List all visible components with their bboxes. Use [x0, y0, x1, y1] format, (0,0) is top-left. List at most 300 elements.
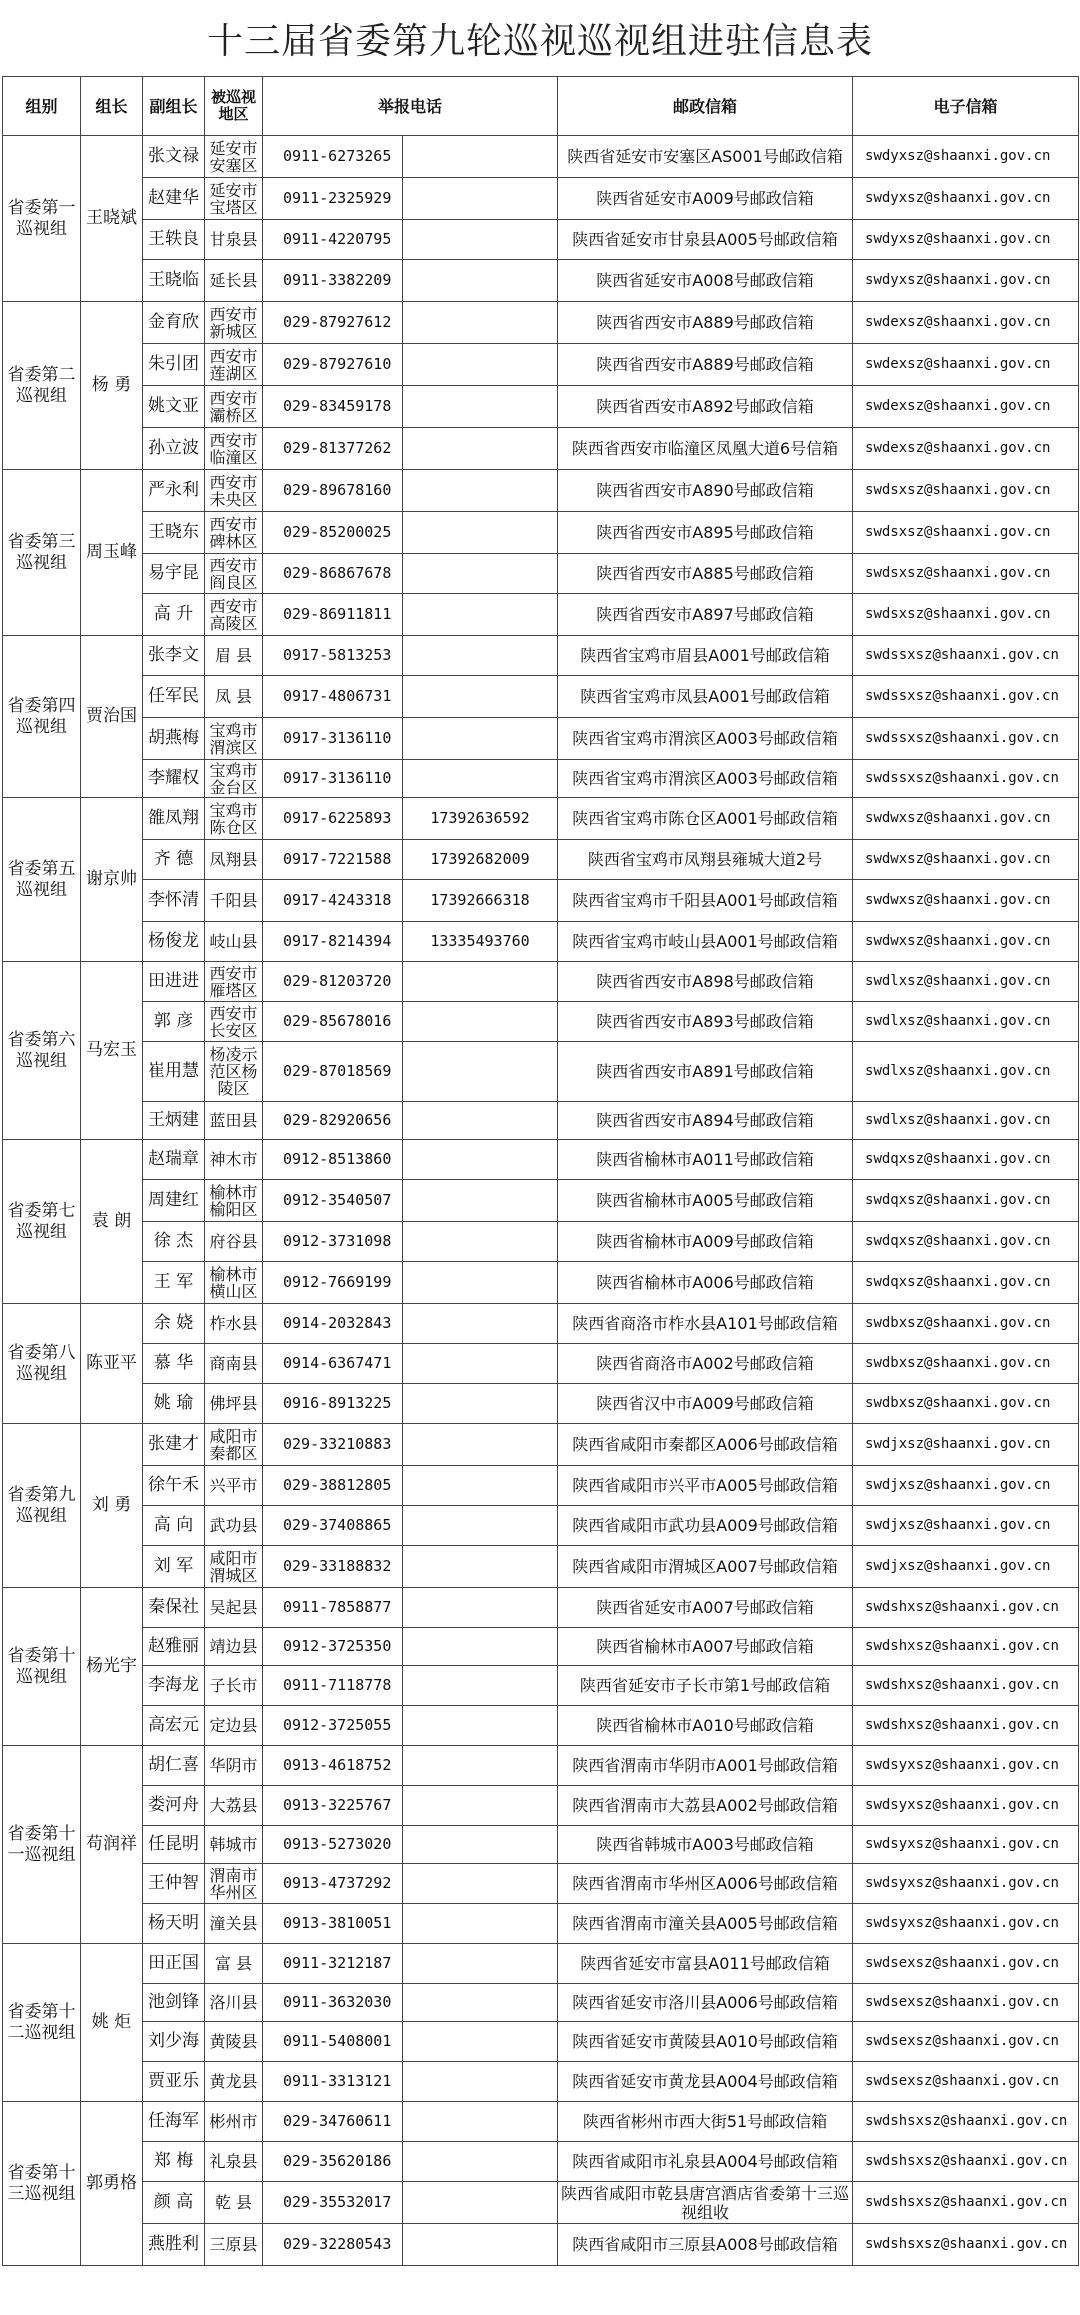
mobile-number	[403, 1786, 558, 1826]
mobile-number	[403, 2224, 558, 2266]
mobile-number	[403, 1904, 558, 1944]
region-name: 子长市	[205, 1666, 263, 1706]
mobile-number	[403, 1424, 558, 1466]
table-row	[3, 2182, 1079, 2224]
mobile-number	[403, 1546, 558, 1588]
table-row	[3, 554, 1079, 594]
mobile-number	[403, 1042, 558, 1102]
deputy-name: 高 升	[143, 594, 205, 636]
mobile-number: 17392682009	[403, 840, 558, 880]
email-address: swdssxsz@shaanxi.gov.cn	[853, 676, 1079, 718]
email-address: swdqxsz@shaanxi.gov.cn	[853, 1140, 1079, 1180]
phone-number: 0911-7858877	[263, 1588, 403, 1628]
mobile-number	[403, 676, 558, 718]
deputy-name: 易宇昆	[143, 554, 205, 594]
deputy-name: 刘 军	[143, 1546, 205, 1588]
phone-number: 029-89678160	[263, 470, 403, 512]
email-address: swdsxsz@shaanxi.gov.cn	[853, 470, 1079, 512]
phone-number: 029-85678016	[263, 1002, 403, 1042]
mobile-number	[403, 1180, 558, 1222]
region-name: 礼泉县	[205, 2142, 263, 2182]
region-name: 甘泉县	[205, 220, 263, 260]
post-box: 陕西省渭南市华州区A006号邮政信箱	[558, 1864, 853, 1904]
email-address: swdsyxsz@shaanxi.gov.cn	[853, 1904, 1079, 1944]
post-box: 陕西省延安市黄龙县A004号邮政信箱	[558, 2062, 853, 2102]
email-address: swdyxsz@shaanxi.gov.cn	[853, 260, 1079, 302]
mobile-number	[403, 260, 558, 302]
post-box: 陕西省渭南市大荔县A002号邮政信箱	[558, 1786, 853, 1826]
mobile-number	[403, 1002, 558, 1042]
region-name: 三原县	[205, 2224, 263, 2266]
region-name: 宝鸡市金台区	[205, 760, 263, 798]
mobile-number	[403, 594, 558, 636]
region-name: 西安市莲湖区	[205, 344, 263, 386]
phone-number: 0914-2032843	[263, 1304, 403, 1344]
post-box: 陕西省咸阳市渭城区A007号邮政信箱	[558, 1546, 853, 1588]
post-box: 陕西省榆林市A009号邮政信箱	[558, 1222, 853, 1262]
table-row	[3, 344, 1079, 386]
mobile-number	[403, 178, 558, 220]
region-name: 西安市新城区	[205, 302, 263, 344]
region-name: 榆林市横山区	[205, 1262, 263, 1304]
deputy-name: 周建红	[143, 1180, 205, 1222]
email-address: swdjxsz@shaanxi.gov.cn	[853, 1466, 1079, 1506]
group-leader: 谢京帅	[81, 798, 143, 962]
post-box: 陕西省宝鸡市凤翔县雍城大道2号	[558, 840, 853, 880]
phone-number: 029-37408865	[263, 1506, 403, 1546]
email-address: swdbxsz@shaanxi.gov.cn	[853, 1344, 1079, 1384]
deputy-name: 田正国	[143, 1944, 205, 1984]
mobile-number	[403, 220, 558, 260]
email-address: swdshxsz@shaanxi.gov.cn	[853, 1588, 1079, 1628]
phone-number: 0917-4243318	[263, 880, 403, 922]
phone-number: 0913-3225767	[263, 1786, 403, 1826]
deputy-name: 燕胜利	[143, 2224, 205, 2266]
mobile-number	[403, 636, 558, 676]
mobile-number	[403, 2142, 558, 2182]
phone-number: 0911-4220795	[263, 220, 403, 260]
email-address: swdsexsz@shaanxi.gov.cn	[853, 2022, 1079, 2062]
post-box: 陕西省宝鸡市千阳县A001号邮政信箱	[558, 880, 853, 922]
post-box: 陕西省宝鸡市陈仓区A001号邮政信箱	[558, 798, 853, 840]
post-box: 陕西省宝鸡市渭滨区A003号邮政信箱	[558, 760, 853, 798]
table-row	[3, 1628, 1079, 1666]
region-name: 潼关县	[205, 1904, 263, 1944]
email-address: swdjxsz@shaanxi.gov.cn	[853, 1506, 1079, 1546]
post-box: 陕西省榆林市A010号邮政信箱	[558, 1706, 853, 1746]
region-name: 西安市未央区	[205, 470, 263, 512]
table-row	[3, 1466, 1079, 1506]
post-box: 陕西省延安市黄陵县A010号邮政信箱	[558, 2022, 853, 2062]
phone-number: 029-82920656	[263, 1102, 403, 1140]
table-row	[3, 760, 1079, 798]
deputy-name: 高宏元	[143, 1706, 205, 1746]
region-name: 千阳县	[205, 880, 263, 922]
email-address: swdsxsz@shaanxi.gov.cn	[853, 594, 1079, 636]
mobile-number	[403, 760, 558, 798]
mobile-number	[403, 962, 558, 1002]
phone-number: 0911-3632030	[263, 1984, 403, 2022]
mobile-number	[403, 1666, 558, 1706]
phone-number: 0911-3382209	[263, 260, 403, 302]
phone-number: 0913-4737292	[263, 1864, 403, 1904]
email-address: swdssxsz@shaanxi.gov.cn	[853, 636, 1079, 676]
email-address: swdshxsz@shaanxi.gov.cn	[853, 1706, 1079, 1746]
region-name: 大荔县	[205, 1786, 263, 1826]
region-name: 西安市阎良区	[205, 554, 263, 594]
table-row	[3, 302, 1079, 344]
email-address: swdwxsz@shaanxi.gov.cn	[853, 840, 1079, 880]
table-row	[3, 1102, 1079, 1140]
phone-number: 029-81377262	[263, 428, 403, 470]
email-address: swdlxsz@shaanxi.gov.cn	[853, 1102, 1079, 1140]
table-row	[3, 718, 1079, 760]
table-row	[3, 880, 1079, 922]
post-box: 陕西省延安市洛川县A006号邮政信箱	[558, 1984, 853, 2022]
phone-number: 0917-4806731	[263, 676, 403, 718]
email-address: swdsexsz@shaanxi.gov.cn	[853, 2062, 1079, 2102]
phone-number: 0917-3136110	[263, 718, 403, 760]
table-row	[3, 512, 1079, 554]
phone-number: 0912-7669199	[263, 1262, 403, 1304]
table-row	[3, 1304, 1079, 1344]
table-row	[3, 1666, 1079, 1706]
email-address: swdqxsz@shaanxi.gov.cn	[853, 1180, 1079, 1222]
region-name: 乾 县	[205, 2182, 263, 2224]
phone-number: 029-35532017	[263, 2182, 403, 2224]
post-box: 陕西省西安市临潼区凤凰大道6号信箱	[558, 428, 853, 470]
post-box: 陕西省咸阳市秦都区A006号邮政信箱	[558, 1424, 853, 1466]
deputy-name: 李海龙	[143, 1666, 205, 1706]
deputy-name: 高 向	[143, 1506, 205, 1546]
region-name: 蓝田县	[205, 1102, 263, 1140]
email-address: swdlxsz@shaanxi.gov.cn	[853, 1042, 1079, 1102]
phone-number: 0913-3810051	[263, 1904, 403, 1944]
deputy-name: 崔用慧	[143, 1042, 205, 1102]
email-address: swdexsz@shaanxi.gov.cn	[853, 344, 1079, 386]
phone-number: 029-33188832	[263, 1546, 403, 1588]
phone-number: 0917-6225893	[263, 798, 403, 840]
deputy-name: 李耀权	[143, 760, 205, 798]
phone-number: 029-38812805	[263, 1466, 403, 1506]
email-address: swdssxsz@shaanxi.gov.cn	[853, 760, 1079, 798]
table-row	[3, 1944, 1079, 1984]
post-box: 陕西省宝鸡市渭滨区A003号邮政信箱	[558, 718, 853, 760]
email-address: swdyxsz@shaanxi.gov.cn	[853, 178, 1079, 220]
post-box: 陕西省西安市A898号邮政信箱	[558, 962, 853, 1002]
group-name: 省委第十巡视组	[3, 1588, 81, 1746]
region-name: 宝鸡市渭滨区	[205, 718, 263, 760]
mobile-number	[403, 2022, 558, 2062]
phone-number: 0912-8513860	[263, 1140, 403, 1180]
post-box: 陕西省商洛市A002号邮政信箱	[558, 1344, 853, 1384]
header-region: 被巡视地区	[205, 77, 263, 136]
group-leader: 杨光宇	[81, 1588, 143, 1746]
mobile-number	[403, 1628, 558, 1666]
email-address: swdshsxsz@shaanxi.gov.cn	[853, 2102, 1079, 2142]
post-box: 陕西省咸阳市三原县A008号邮政信箱	[558, 2224, 853, 2266]
post-box: 陕西省榆林市A006号邮政信箱	[558, 1262, 853, 1304]
group-leader: 王晓斌	[81, 136, 143, 302]
phone-number: 0911-5408001	[263, 2022, 403, 2062]
region-name: 武功县	[205, 1506, 263, 1546]
deputy-name: 金育欣	[143, 302, 205, 344]
region-name: 兴平市	[205, 1466, 263, 1506]
region-name: 彬州市	[205, 2102, 263, 2142]
region-name: 杨凌示范区杨陵区	[205, 1042, 263, 1102]
post-box: 陕西省渭南市潼关县A005号邮政信箱	[558, 1904, 853, 1944]
mobile-number: 17392636592	[403, 798, 558, 840]
header-row	[3, 77, 1079, 136]
table-row	[3, 178, 1079, 220]
region-name: 凤翔县	[205, 840, 263, 880]
group-name: 省委第六巡视组	[3, 962, 81, 1140]
email-address: swdssxsz@shaanxi.gov.cn	[853, 718, 1079, 760]
group-name: 省委第十二巡视组	[3, 1944, 81, 2102]
region-name: 延长县	[205, 260, 263, 302]
mobile-number	[403, 1384, 558, 1424]
phone-number: 029-86911811	[263, 594, 403, 636]
post-box: 陕西省西安市A889号邮政信箱	[558, 302, 853, 344]
header-deputy: 副组长	[143, 77, 205, 136]
deputy-name: 赵瑞章	[143, 1140, 205, 1180]
region-name: 吴起县	[205, 1588, 263, 1628]
email-address: swdsxsz@shaanxi.gov.cn	[853, 554, 1079, 594]
table-row	[3, 1140, 1079, 1180]
post-box: 陕西省咸阳市兴平市A005号邮政信箱	[558, 1466, 853, 1506]
email-address: swdwxsz@shaanxi.gov.cn	[853, 798, 1079, 840]
header-group: 组别	[3, 77, 81, 136]
region-name: 西安市长安区	[205, 1002, 263, 1042]
region-name: 宝鸡市陈仓区	[205, 798, 263, 840]
group-leader: 陈亚平	[81, 1304, 143, 1424]
email-address: swdsyxsz@shaanxi.gov.cn	[853, 1786, 1079, 1826]
deputy-name: 池剑锋	[143, 1984, 205, 2022]
mobile-number	[403, 1262, 558, 1304]
phone-number: 0916-8913225	[263, 1384, 403, 1424]
mobile-number	[403, 1344, 558, 1384]
region-name: 西安市高陵区	[205, 594, 263, 636]
email-address: swdsexsz@shaanxi.gov.cn	[853, 1984, 1079, 2022]
group-name: 省委第三巡视组	[3, 470, 81, 636]
post-box: 陕西省咸阳市礼泉县A004号邮政信箱	[558, 2142, 853, 2182]
email-address: swdwxsz@shaanxi.gov.cn	[853, 880, 1079, 922]
mobile-number	[403, 1706, 558, 1746]
post-box: 陕西省西安市A885号邮政信箱	[558, 554, 853, 594]
region-name: 黄龙县	[205, 2062, 263, 2102]
email-address: swdlxsz@shaanxi.gov.cn	[853, 962, 1079, 1002]
deputy-name: 郑 梅	[143, 2142, 205, 2182]
deputy-name: 齐 德	[143, 840, 205, 880]
email-address: swdqxsz@shaanxi.gov.cn	[853, 1222, 1079, 1262]
header-leader: 组长	[81, 77, 143, 136]
post-box: 陕西省延安市安塞区AS001号邮政信箱	[558, 136, 853, 178]
group-leader: 袁 朗	[81, 1140, 143, 1304]
group-name: 省委第十一巡视组	[3, 1746, 81, 1944]
deputy-name: 王晓临	[143, 260, 205, 302]
table-row	[3, 1984, 1079, 2022]
table-row	[3, 1746, 1079, 1786]
mobile-number	[403, 1826, 558, 1864]
phone-number: 029-33210883	[263, 1424, 403, 1466]
mobile-number	[403, 428, 558, 470]
mobile-number	[403, 1222, 558, 1262]
phone-number: 0911-3313121	[263, 2062, 403, 2102]
phone-number: 029-87927610	[263, 344, 403, 386]
deputy-name: 王晓东	[143, 512, 205, 554]
region-name: 西安市雁塔区	[205, 962, 263, 1002]
region-name: 华阴市	[205, 1746, 263, 1786]
region-name: 神木市	[205, 1140, 263, 1180]
deputy-name: 李怀清	[143, 880, 205, 922]
deputy-name: 姚 瑜	[143, 1384, 205, 1424]
phone-number: 0914-6367471	[263, 1344, 403, 1384]
table-row	[3, 1546, 1079, 1588]
table-row	[3, 1826, 1079, 1864]
email-address: swdshxsz@shaanxi.gov.cn	[853, 1628, 1079, 1666]
mobile-number	[403, 554, 558, 594]
post-box: 陕西省榆林市A005号邮政信箱	[558, 1180, 853, 1222]
deputy-name: 张文禄	[143, 136, 205, 178]
table-row	[3, 2062, 1079, 2102]
deputy-name: 王炳建	[143, 1102, 205, 1140]
header-phone: 举报电话	[263, 77, 558, 136]
email-address: swdlxsz@shaanxi.gov.cn	[853, 1002, 1079, 1042]
deputy-name: 王轶良	[143, 220, 205, 260]
region-name: 富 县	[205, 1944, 263, 1984]
deputy-name: 赵雅丽	[143, 1628, 205, 1666]
phone-number: 0917-7221588	[263, 840, 403, 880]
group-name: 省委第四巡视组	[3, 636, 81, 798]
table-row	[3, 798, 1079, 840]
email-address: swdyxsz@shaanxi.gov.cn	[853, 220, 1079, 260]
mobile-number: 13335493760	[403, 922, 558, 962]
post-box: 陕西省延安市子长市第1号邮政信箱	[558, 1666, 853, 1706]
post-box: 陕西省彬州市西大街51号邮政信箱	[558, 2102, 853, 2142]
post-box: 陕西省延安市A008号邮政信箱	[558, 260, 853, 302]
mobile-number: 17392666318	[403, 880, 558, 922]
post-box: 陕西省西安市A894号邮政信箱	[558, 1102, 853, 1140]
email-address: swdshsxsz@shaanxi.gov.cn	[853, 2182, 1079, 2224]
deputy-name: 秦保社	[143, 1588, 205, 1628]
header-email: 电子信箱	[853, 77, 1079, 136]
email-address: swdsxsz@shaanxi.gov.cn	[853, 512, 1079, 554]
region-name: 眉 县	[205, 636, 263, 676]
post-box: 陕西省韩城市A003号邮政信箱	[558, 1826, 853, 1864]
mobile-number	[403, 1746, 558, 1786]
table-row	[3, 136, 1079, 178]
post-box: 陕西省榆林市A007号邮政信箱	[558, 1628, 853, 1666]
deputy-name: 王 军	[143, 1262, 205, 1304]
mobile-number	[403, 2102, 558, 2142]
table-row	[3, 386, 1079, 428]
inspection-table	[2, 76, 1079, 2266]
region-name: 定边县	[205, 1706, 263, 1746]
region-name: 凤 县	[205, 676, 263, 718]
email-address: swdshsxsz@shaanxi.gov.cn	[853, 2142, 1079, 2182]
phone-number: 029-34760611	[263, 2102, 403, 2142]
email-address: swdbxsz@shaanxi.gov.cn	[853, 1304, 1079, 1344]
email-address: swdjxsz@shaanxi.gov.cn	[853, 1424, 1079, 1466]
phone-number: 0911-6273265	[263, 136, 403, 178]
post-box: 陕西省渭南市华阴市A001号邮政信箱	[558, 1746, 853, 1786]
mobile-number	[403, 2182, 558, 2224]
table-row	[3, 1344, 1079, 1384]
table-row	[3, 962, 1079, 1002]
table-row	[3, 1424, 1079, 1466]
table-row	[3, 1002, 1079, 1042]
post-box: 陕西省西安市A895号邮政信箱	[558, 512, 853, 554]
email-address: swdexsz@shaanxi.gov.cn	[853, 302, 1079, 344]
region-name: 延安市宝塔区	[205, 178, 263, 220]
table-row	[3, 470, 1079, 512]
table-row	[3, 1864, 1079, 1904]
mobile-number	[403, 512, 558, 554]
phone-number: 029-86867678	[263, 554, 403, 594]
post-box: 陕西省咸阳市乾县唐宫酒店省委第十三巡视组收	[558, 2182, 853, 2224]
region-name: 西安市碑林区	[205, 512, 263, 554]
table-row	[3, 922, 1079, 962]
table-row	[3, 1786, 1079, 1826]
group-leader: 周玉峰	[81, 470, 143, 636]
group-leader: 姚 炬	[81, 1944, 143, 2102]
mobile-number	[403, 1102, 558, 1140]
post-box: 陕西省西安市A897号邮政信箱	[558, 594, 853, 636]
deputy-name: 杨俊龙	[143, 922, 205, 962]
group-name: 省委第二巡视组	[3, 302, 81, 470]
region-name: 佛坪县	[205, 1384, 263, 1424]
group-leader: 杨 勇	[81, 302, 143, 470]
phone-number: 0917-3136110	[263, 760, 403, 798]
table-row	[3, 676, 1079, 718]
mobile-number	[403, 1506, 558, 1546]
post-box: 陕西省宝鸡市凤县A001号邮政信箱	[558, 676, 853, 718]
email-address: swdexsz@shaanxi.gov.cn	[853, 428, 1079, 470]
email-address: swdsyxsz@shaanxi.gov.cn	[853, 1746, 1079, 1786]
email-address: swdsyxsz@shaanxi.gov.cn	[853, 1826, 1079, 1864]
region-name: 洛川县	[205, 1984, 263, 2022]
group-name: 省委第八巡视组	[3, 1304, 81, 1424]
deputy-name: 朱引团	[143, 344, 205, 386]
email-address: swdsyxsz@shaanxi.gov.cn	[853, 1864, 1079, 1904]
post-box: 陕西省延安市甘泉县A005号邮政信箱	[558, 220, 853, 260]
table-row	[3, 594, 1079, 636]
region-name: 商南县	[205, 1344, 263, 1384]
table-row	[3, 1262, 1079, 1304]
deputy-name: 姚文亚	[143, 386, 205, 428]
deputy-name: 任军民	[143, 676, 205, 718]
phone-number: 029-35620186	[263, 2142, 403, 2182]
deputy-name: 胡燕梅	[143, 718, 205, 760]
region-name: 府谷县	[205, 1222, 263, 1262]
region-name: 靖边县	[205, 1628, 263, 1666]
phone-number: 0913-4618752	[263, 1746, 403, 1786]
table-row	[3, 1180, 1079, 1222]
region-name: 柞水县	[205, 1304, 263, 1344]
phone-number: 029-32280543	[263, 2224, 403, 2266]
region-name: 咸阳市渭城区	[205, 1546, 263, 1588]
deputy-name: 刘少海	[143, 2022, 205, 2062]
table-row	[3, 1904, 1079, 1944]
post-box: 陕西省西安市A892号邮政信箱	[558, 386, 853, 428]
group-leader: 贾治国	[81, 636, 143, 798]
table-row	[3, 260, 1079, 302]
post-box: 陕西省榆林市A011号邮政信箱	[558, 1140, 853, 1180]
phone-number: 029-81203720	[263, 962, 403, 1002]
post-box: 陕西省延安市富县A011号邮政信箱	[558, 1944, 853, 1984]
deputy-name: 余 娆	[143, 1304, 205, 1344]
email-address: swdexsz@shaanxi.gov.cn	[853, 386, 1079, 428]
